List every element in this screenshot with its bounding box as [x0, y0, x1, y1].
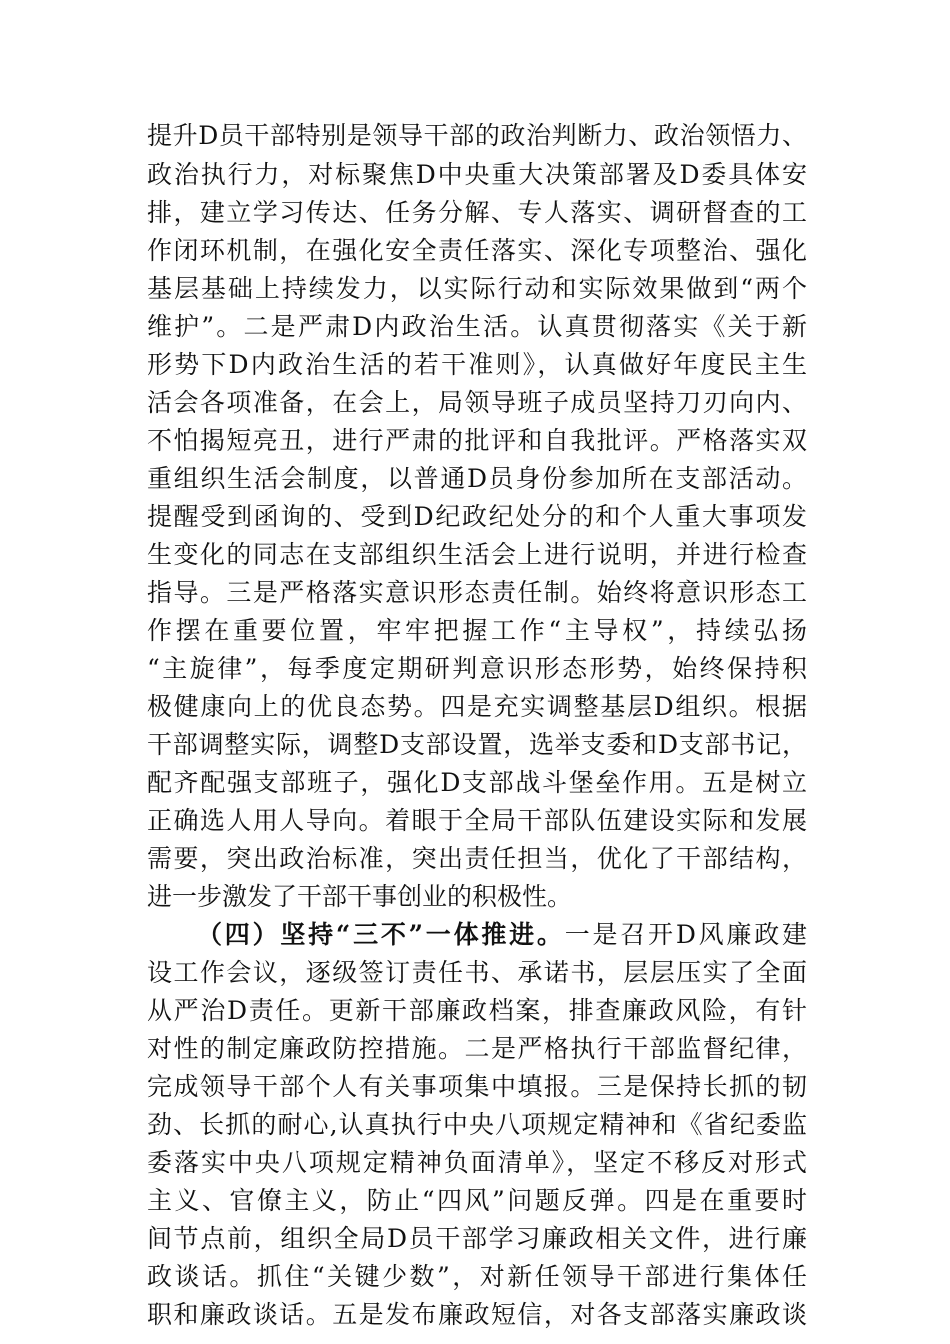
- body-line: 需要，突出政治标准，突出责任担当，优化了干部结构，: [147, 844, 807, 873]
- body-line: 设工作会议，逐级签订责任书、承诺书，层层压实了全面: [147, 958, 807, 987]
- body-line: 委落实中央八项规定精神负面清单》，坚定不移反对形式: [147, 1148, 807, 1177]
- body-line: 对性的制定廉政防控措施。二是严格执行干部监督纪律，: [147, 1034, 807, 1063]
- body-line: 进一步激发了干部干事创业的积极性。: [147, 882, 573, 911]
- body-line: 完成领导干部个人有关事项集中填报。三是保持长抓的韧: [147, 1072, 807, 1101]
- section-heading-line: [197, 915, 807, 955]
- body-line: 活会各项准备，在会上，局领导班子成员坚持刀刃向内、: [147, 388, 807, 417]
- body-line: 配齐配强支部班子，强化D支部战斗堡垒作用。五是树立: [147, 768, 807, 797]
- body-line: 排，建立学习传达、任务分解、专人落实、调研督查的工: [147, 198, 807, 227]
- body-line: 提醒受到函询的、受到D纪政纪处分的和个人重大事项发: [147, 502, 807, 531]
- body-line: 职和廉政谈话。五是发布廉政短信，对各支部落实廉政谈: [147, 1300, 807, 1329]
- body-line: 基层基础上持续发力，以实际行动和实际效果做到“两个: [147, 274, 807, 303]
- body-line: 作闭环机制，在强化安全责任落实、深化专项整治、强化: [147, 236, 807, 265]
- body-line: 不怕揭短亮丑，进行严肃的批评和自我批评。严格落实双: [147, 426, 807, 455]
- body-line: 形势下D内政治生活的若干准则》，认真做好年度民主生: [147, 350, 807, 379]
- body-line: 重组织生活会制度，以普通D员身份参加所在支部活动。: [147, 464, 807, 493]
- body-line: 干部调整实际，调整D支部设置，选举支委和D支部书记，: [147, 730, 807, 759]
- body-line: 政谈话。抓住“关键少数”，对新任领导干部进行集体任: [147, 1262, 807, 1291]
- body-line: 维护”。二是严肃D内政治生活。认真贯彻落实《关于新: [147, 312, 807, 341]
- body-line: 间节点前，组织全局D员干部学习廉政相关文件，进行廉: [147, 1224, 807, 1253]
- body-line: 提升D员干部特别是领导干部的政治判断力、政治领悟力、: [147, 121, 807, 150]
- section-heading: （四）坚持“三不”一体推进。: [197, 920, 565, 949]
- body-line: 主义、官僚主义，防止“四风”问题反弹。四是在重要时: [147, 1186, 807, 1215]
- body-line: 作摆在重要位置，牢牢把握工作“主导权”，持续弘扬: [147, 616, 807, 645]
- body-line: 正确选人用人导向。着眼于全局干部队伍建设实际和发展: [147, 806, 807, 835]
- body-line: 指导。三是严格落实意识形态责任制。始终将意识形态工: [147, 578, 807, 607]
- body-line: 政治执行力，对标聚焦D中央重大决策部署及D委具体安: [147, 160, 807, 189]
- body-line: 从严治D责任。更新干部廉政档案，排查廉政风险，有针: [147, 996, 807, 1025]
- body-line: 极健康向上的优良态势。四是充实调整基层D组织。根据: [147, 692, 807, 721]
- body-line: 生变化的同志在支部组织生活会上进行说明，并进行检查: [147, 540, 807, 569]
- body-line: 劲、长抓的耐心,认真执行中央八项规定精神和《省纪委监: [147, 1110, 807, 1139]
- body-line: “主旋律”，每季度定期研判意识形态形势，始终保持积: [147, 654, 807, 683]
- section-first-line-text: 一是召开D风廉政建: [564, 920, 807, 949]
